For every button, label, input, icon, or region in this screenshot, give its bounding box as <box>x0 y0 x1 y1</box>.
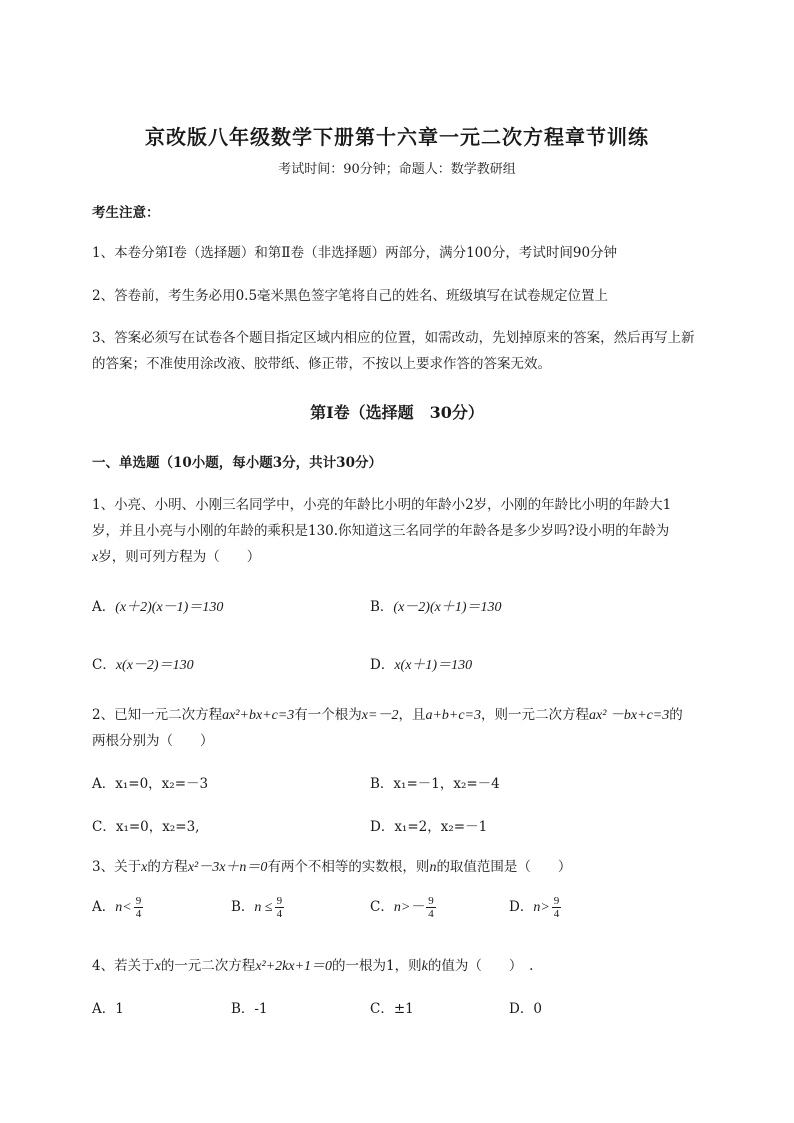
q2-option-b[interactable]: B．x₁=－1，x₂=－4 <box>370 776 500 792</box>
q1-option-b[interactable] <box>370 595 502 616</box>
q2-text-b: 有一个根为 <box>294 707 362 723</box>
q4-var-k: k <box>421 959 428 974</box>
q1-line-1: 1、小亮、小明、小刚三名同学中，小亮的年龄比小明的年龄小2岁，小刚的年龄比小明的年龄大1 <box>92 497 672 513</box>
q4-option-b[interactable]: B．-1 <box>231 1001 268 1017</box>
q3-option-c-rel: n>－ <box>393 900 425 915</box>
q4-option-a[interactable]: A．1 <box>92 1001 124 1017</box>
q3-var-x: x <box>141 860 148 875</box>
part-heading: 一、单选题（10小题，每小题3分，共计30分） <box>92 455 382 471</box>
q1-option-a[interactable] <box>92 595 223 616</box>
q2-line-2: 两根分别为（ ） <box>92 733 214 749</box>
q4-var-x: x <box>154 959 161 974</box>
q3-equation: x²－3x＋n＝0 <box>187 860 268 875</box>
fraction-numerator: 9 <box>553 895 560 907</box>
q4-text-d: 的值为（ ） . <box>427 958 534 974</box>
q3-option-d[interactable] <box>509 895 563 920</box>
q3-option-c-label: C． <box>370 899 394 915</box>
q3-option-b-label: B． <box>231 899 255 915</box>
section-title: 第Ⅰ卷（选择题 30分） <box>310 403 484 422</box>
q3-option-c-fraction <box>426 895 436 920</box>
q1-option-b-label: B． <box>370 599 394 615</box>
q2-text-d: ，则一元二次方程 <box>481 707 590 723</box>
fraction-numerator: 9 <box>276 895 283 907</box>
q1-option-a-expr: (x＋2)(x－1)＝130 <box>115 600 224 615</box>
q4-option-c[interactable]: C．±1 <box>370 1001 414 1017</box>
fraction-denominator: 4 <box>428 908 434 920</box>
q3-stem <box>92 855 571 876</box>
q3-option-b[interactable] <box>231 895 286 920</box>
q1-option-d-label: D． <box>370 657 395 673</box>
q4-text-b: 的一元二次方程 <box>160 958 256 974</box>
q3-option-c[interactable] <box>370 895 438 920</box>
q3-text-a: 3、关于 <box>92 859 142 875</box>
q1-line-2: 岁，并且小亮与小刚的年龄的乘积是130.你知道这三名同学的年龄各是多少岁吗?设小明的年龄为 <box>92 523 670 539</box>
notice-heading: 考生注意： <box>92 205 160 221</box>
q1-var-x: x <box>92 550 99 565</box>
q4-option-d[interactable]: D．0 <box>509 1001 542 1017</box>
q1-line-3-text: 岁，则可列方程为（ ） <box>98 549 261 565</box>
q2-text-c: ，且 <box>398 707 426 723</box>
q1-option-b-expr: (x－2)(x＋1)＝130 <box>393 600 502 615</box>
q3-option-b-fraction <box>275 895 285 920</box>
q4-text-c: 的一根为1，则 <box>332 958 422 974</box>
q1-option-d-expr: x(x＋1)＝130 <box>394 658 473 673</box>
fraction-denominator: 4 <box>553 908 560 920</box>
q1-line-3 <box>92 545 260 566</box>
notice-item-1: 1、本卷分第Ⅰ卷（选择题）和第Ⅱ卷（非选择题）两部分，满分100分，考试时间90分钟 <box>92 245 618 261</box>
q1-option-a-label: A． <box>92 599 116 615</box>
fraction-numerator: 9 <box>428 895 434 907</box>
q1-option-c[interactable] <box>92 653 194 674</box>
q2-option-a[interactable]: A．x₁=0，x₂=－3 <box>92 776 209 792</box>
q2-text-a: 2、已知一元二次方程 <box>92 707 223 723</box>
exam-info: 考试时间：90分钟；命题人：数学教研组 <box>278 162 516 177</box>
q2-equation-2: ax² －bx+c=3 <box>589 708 670 723</box>
notice-item-3: 3、答案必须写在试卷各个题目指定区域内相应的位置，如需改动，先划掉原来的答案，然后再写上新 <box>92 330 695 346</box>
q2-root: x=－2 <box>361 708 399 723</box>
q3-option-d-fraction <box>552 895 562 920</box>
q3-option-a-label: A． <box>92 899 116 915</box>
notice-item-2: 2、答卷前，考生务必用0.5毫米黑色签字笔将自己的姓名、班级填写在试卷规定位置上 <box>92 288 609 304</box>
q1-option-d[interactable] <box>370 653 472 674</box>
q3-text-c: 有两个不相等的实数根，则 <box>267 859 430 875</box>
q3-option-a-rel: n< <box>115 900 132 915</box>
q2-option-c[interactable]: C．x₁=0，x₂=3, <box>92 819 200 835</box>
page-title: 京改版八年级数学下册第十六章一元二次方程章节训练 <box>145 125 649 149</box>
q2-text-e: 的 <box>669 707 683 723</box>
q2-line-1 <box>92 703 683 724</box>
q4-text-a: 4、若关于 <box>92 958 155 974</box>
fraction-denominator: 4 <box>135 908 142 920</box>
q3-var-n: n <box>429 860 437 875</box>
q3-option-a[interactable] <box>92 895 145 920</box>
q3-text-d: 的取值范围是（ ） <box>436 859 572 875</box>
fraction-denominator: 4 <box>276 908 283 920</box>
q3-option-d-label: D． <box>509 899 534 915</box>
q1-option-c-label: C． <box>92 657 116 673</box>
fraction-numerator: 9 <box>135 895 142 907</box>
q2-option-d[interactable]: D．x₁=2，x₂=－1 <box>370 819 488 835</box>
q2-condition: a+b+c=3 <box>425 708 482 723</box>
q4-stem <box>92 954 533 975</box>
q3-option-d-rel: n> <box>533 900 550 915</box>
q2-equation-1: ax²+bx+c=3 <box>222 708 295 723</box>
q1-option-c-expr: x(x－2)＝130 <box>115 658 194 673</box>
notice-item-3-cont: 的答案；不准使用涂改液、胶带纸、修正带，不按以上要求作答的答案无效。 <box>92 356 551 372</box>
q3-option-b-rel: n ≤ <box>254 900 273 915</box>
q3-text-b: 的方程 <box>147 859 188 875</box>
q4-equation: x²+2kx+1＝0 <box>255 959 333 974</box>
q3-option-a-fraction <box>134 895 144 920</box>
